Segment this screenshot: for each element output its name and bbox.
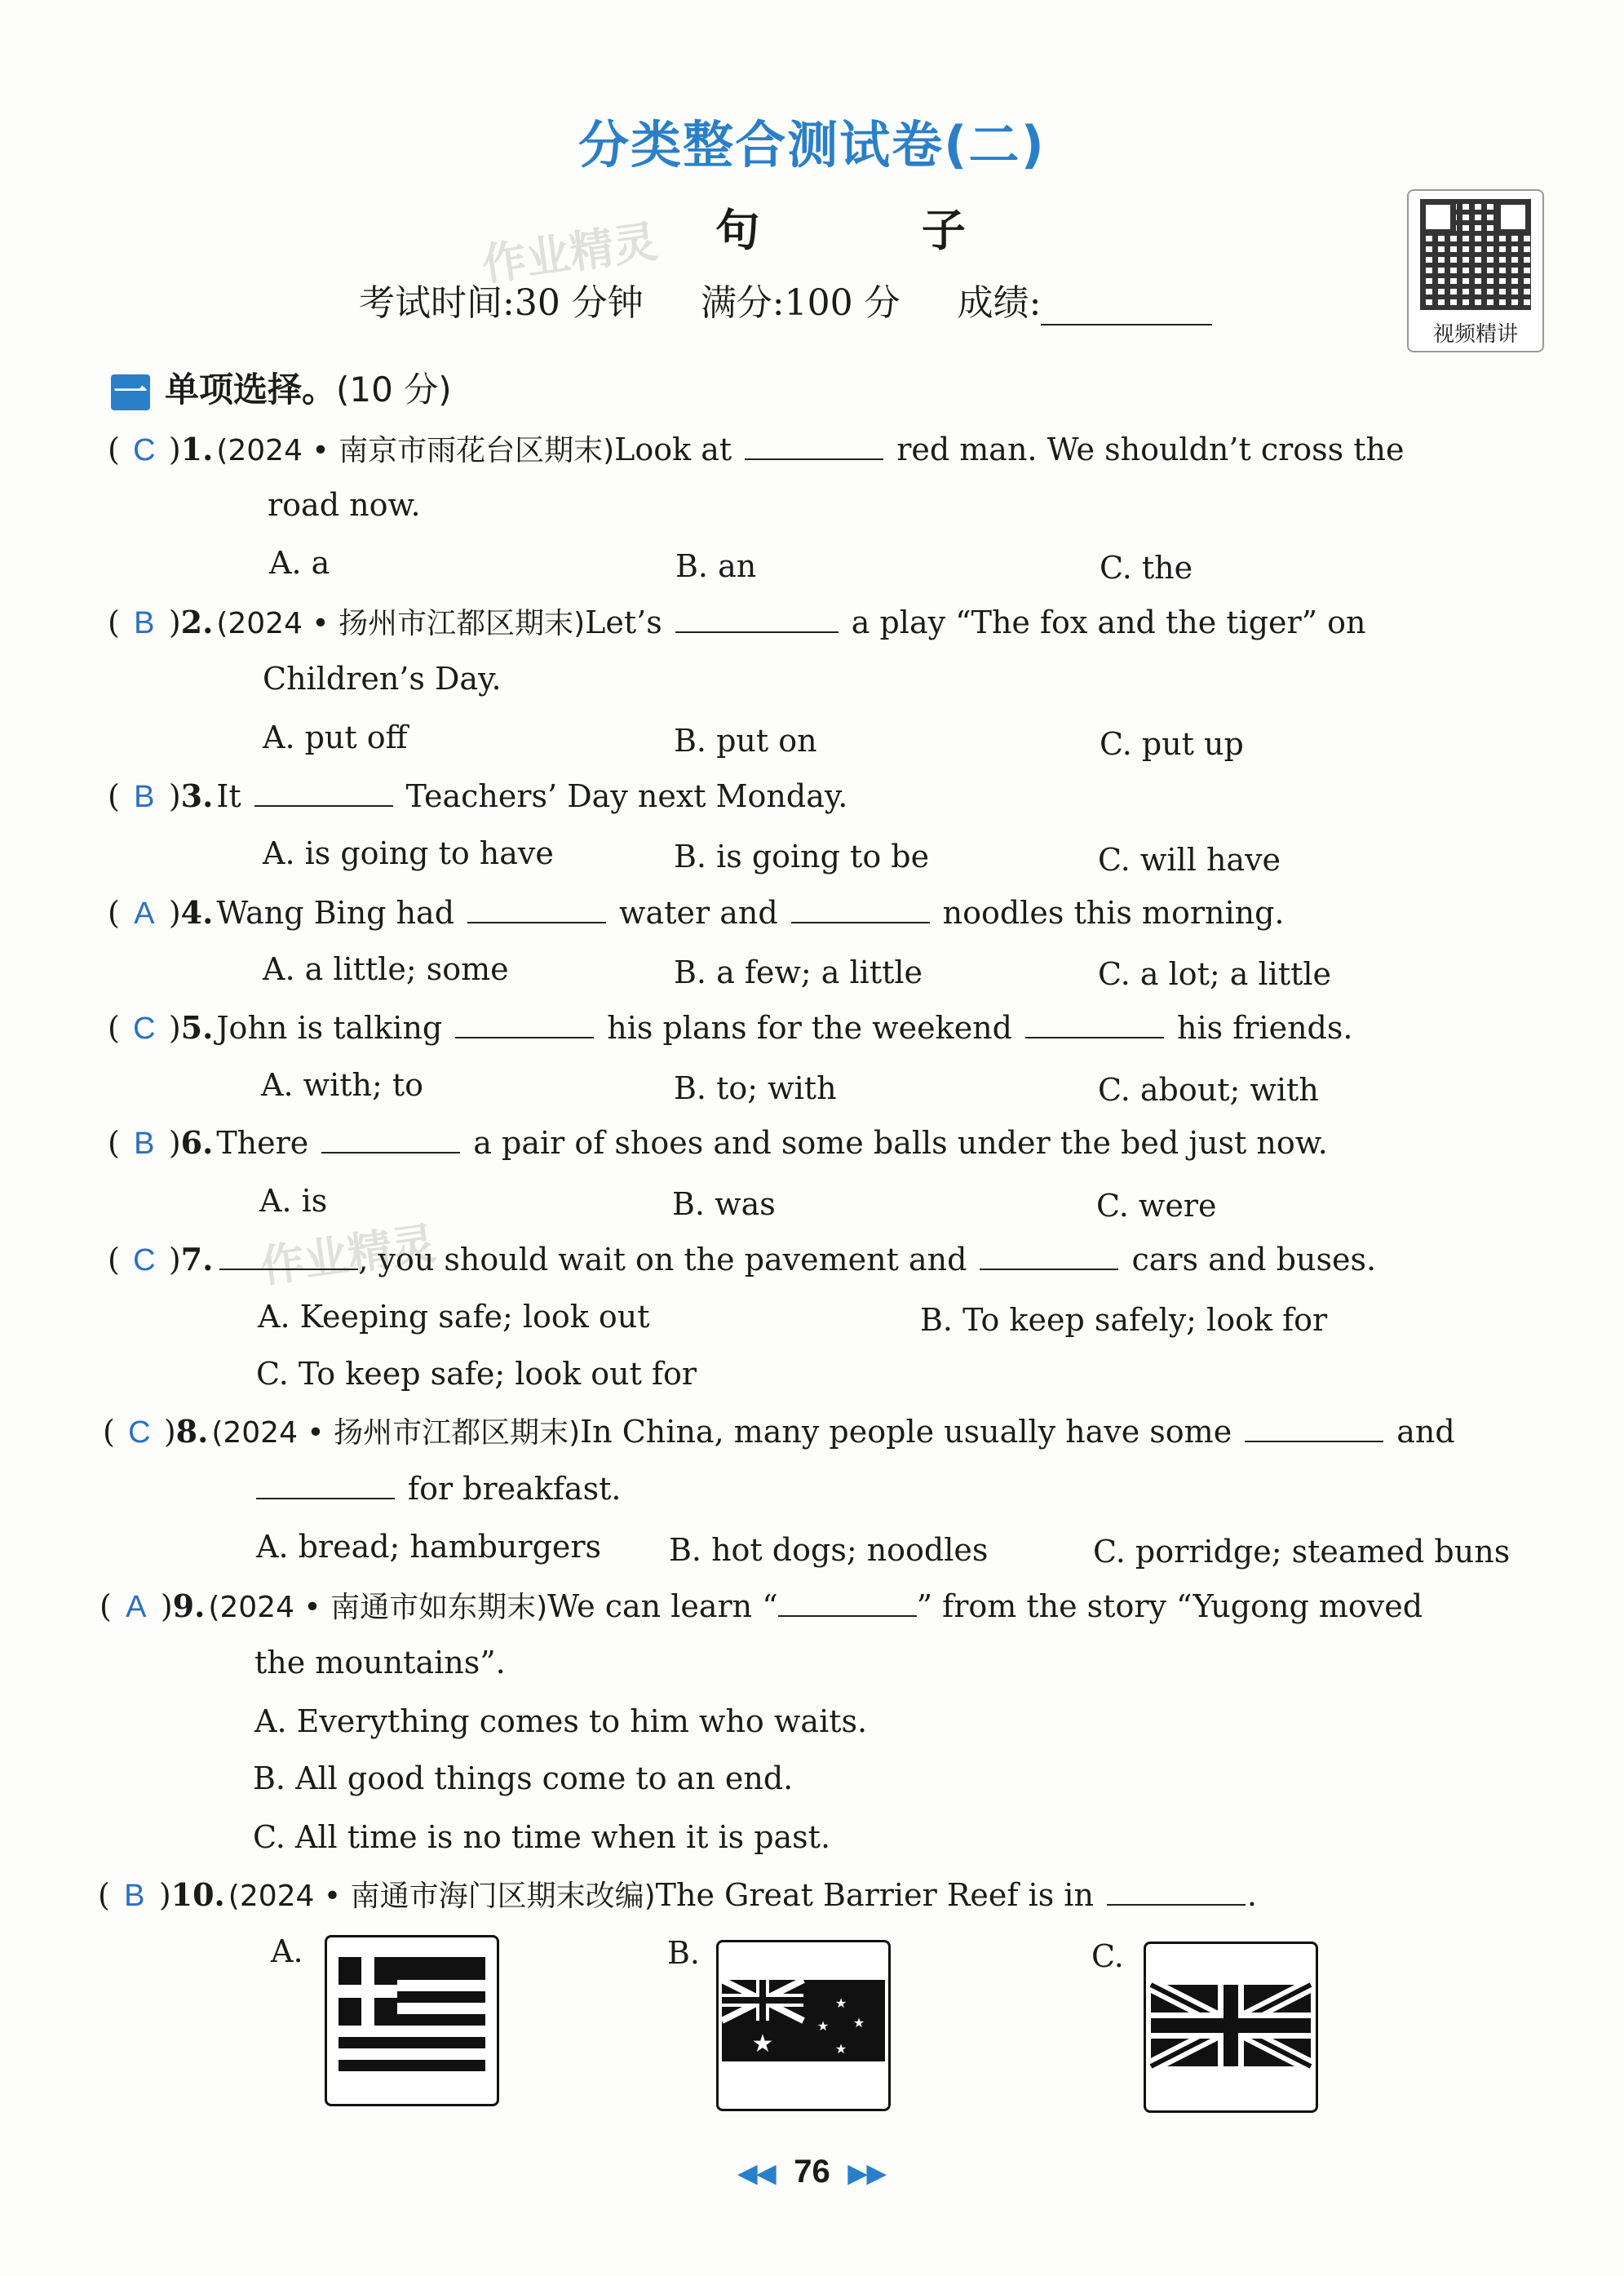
- qr-label: 视频精讲: [1432, 322, 1518, 347]
- blank: [778, 1587, 917, 1617]
- svg-text:★: ★: [816, 2018, 830, 2034]
- option-a: A. Everything comes to him who waits.: [254, 1703, 868, 1739]
- option-a: A. is going to have: [263, 835, 554, 871]
- question-4: ( A )4. Wang Bing had water and noodles this morning.: [108, 894, 1285, 933]
- page-number: 76: [794, 2154, 830, 2190]
- section-badge: 一: [111, 374, 150, 410]
- question-1: ( C )1. (2024 • 南京市雨花台区期末)Look at red man. We shouldn’t cross the: [108, 431, 1404, 470]
- blank: [791, 894, 930, 923]
- australia-flag-icon: [716, 1940, 891, 2111]
- question-3: ( B )3. It Teachers’ Day next Monday.: [108, 777, 847, 817]
- answer-9: A: [126, 1590, 147, 1624]
- answer-10: B: [124, 1879, 145, 1913]
- watermark: 作业精灵: [257, 1217, 439, 1293]
- option-c: C. porridge; steamed buns: [1093, 1534, 1511, 1570]
- svg-text:★: ★: [852, 2015, 865, 2030]
- option-b: B. to; with: [674, 1070, 837, 1106]
- option-b: B. To keep safely; look for: [920, 1302, 1328, 1338]
- option-b: B. a few; a little: [674, 954, 923, 990]
- watermark: 作业精灵: [479, 215, 661, 291]
- answer-3: B: [134, 780, 155, 814]
- svg-text:★: ★: [834, 2041, 847, 2057]
- question-10: ( B )10. (2024 • 南通市海门区期末改编)The Great Barrier Reef is in .: [98, 1876, 1257, 1915]
- question-2: ( B )2. (2024 • 扬州市江都区期末)Let’s a play “The fox and the tiger” on: [108, 604, 1366, 643]
- option-c: C. a lot; a little: [1098, 956, 1332, 992]
- blank: [219, 1241, 358, 1270]
- option-b: B.: [667, 1935, 701, 1971]
- blank: [1107, 1876, 1246, 1906]
- option-c: C. put up: [1100, 726, 1244, 762]
- blank: [321, 1124, 460, 1153]
- answer-5: C: [133, 1012, 156, 1046]
- question-1-cont: road now.: [268, 487, 421, 523]
- option-c: C. will have: [1098, 842, 1281, 878]
- answer-4: A: [134, 897, 155, 931]
- qr-code-icon: [1420, 199, 1531, 310]
- answer-8: C: [128, 1415, 151, 1450]
- greece-flag-icon: [325, 1935, 499, 2106]
- question-5: ( C )5. John is talking his plans for the weekend his friends.: [108, 1009, 1352, 1048]
- section-points: (10 分): [336, 370, 452, 410]
- question-8: ( C )8. (2024 • 扬州市江都区期末)In China, many people usually have some and: [103, 1413, 1455, 1452]
- option-c: C.: [1091, 1938, 1124, 1974]
- option-b: B. was: [672, 1186, 776, 1222]
- answer-7: C: [133, 1243, 156, 1277]
- section-heading: [111, 363, 452, 412]
- score-label: 成绩:: [957, 282, 1042, 324]
- blank: [1025, 1009, 1164, 1038]
- blank: [455, 1009, 594, 1038]
- answer-1: C: [133, 433, 156, 467]
- page-footer: [0, 2154, 1624, 2190]
- uk-flag-icon: [1144, 1942, 1318, 2113]
- option-a: A.: [271, 1933, 303, 1969]
- answer-2: B: [134, 606, 155, 640]
- exam-info: [359, 273, 1258, 325]
- prev-page-icon[interactable]: ◀◀: [738, 2159, 777, 2187]
- svg-text:★: ★: [834, 1995, 847, 2011]
- option-c: C. were: [1096, 1188, 1217, 1224]
- exam-full-score: 满分:100 分: [700, 282, 901, 324]
- option-b: B. an: [675, 548, 757, 584]
- option-a: A. a: [269, 545, 330, 581]
- option-a: A. Keeping safe; look out: [258, 1299, 650, 1335]
- qr-code-card[interactable]: [1407, 189, 1544, 352]
- score-blank: [1041, 291, 1212, 325]
- option-c: C. All time is no time when it is past.: [253, 1819, 831, 1855]
- option-b: B. put on: [674, 723, 817, 759]
- blank: [745, 431, 883, 460]
- option-c: C. about; with: [1098, 1072, 1319, 1108]
- next-page-icon[interactable]: ▶▶: [847, 2159, 886, 2187]
- option-a: A. put off: [263, 720, 408, 755]
- blank: [980, 1241, 1118, 1270]
- option-b: B. is going to be: [674, 839, 930, 875]
- page-title: 分类整合测试卷(二): [578, 115, 1046, 175]
- question-9-cont: the mountains”.: [254, 1645, 506, 1680]
- question-8-cont: for breakfast.: [256, 1470, 621, 1508]
- blank: [1245, 1413, 1383, 1442]
- question-9: ( A )9. (2024 • 南通市如东期末)We can learn “ ” from the story “Yugong moved: [100, 1587, 1423, 1627]
- option-a: A. bread; hamburgers: [256, 1529, 602, 1565]
- option-c: C. the: [1100, 550, 1193, 586]
- option-c: C. To keep safe; look out for: [256, 1356, 697, 1392]
- exam-time: 考试时间:30 分钟: [359, 282, 644, 324]
- option-a: A. with; to: [261, 1067, 424, 1103]
- option-a: A. is: [259, 1183, 328, 1219]
- question-2-cont: Children’s Day.: [263, 661, 502, 697]
- page-subtitle: 句 子: [715, 205, 1039, 256]
- option-b: B. hot dogs; noodles: [669, 1532, 989, 1568]
- option-a: A. a little; some: [263, 951, 509, 987]
- answer-6: B: [134, 1127, 155, 1161]
- svg-text:★: ★: [751, 2030, 774, 2058]
- question-6: ( B )6. There a pair of shoes and some balls under the bed just now.: [108, 1124, 1328, 1163]
- blank: [256, 1470, 395, 1499]
- section-title: 单项选择。: [165, 370, 337, 410]
- option-b: B. All good things come to an end.: [253, 1760, 794, 1796]
- blank: [675, 604, 839, 633]
- question-7: ( C )7. , you should wait on the pavement and cars and buses.: [108, 1241, 1376, 1280]
- blank: [467, 894, 606, 923]
- blank: [254, 777, 393, 807]
